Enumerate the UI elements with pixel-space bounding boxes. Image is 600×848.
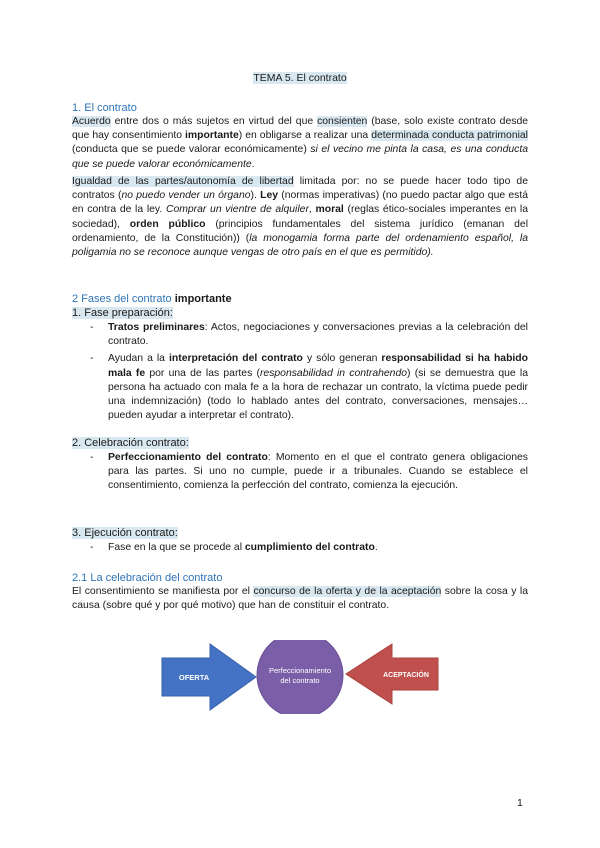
phase-1-list xyxy=(72,321,528,423)
list-item: - Ayudan a la interpretación del contrato y sólo generan responsabilidad si ha habido mala fe por una de las partes (responsabilidad in contrahendo) (si se demuestra que la persona ha actuado con mala fe a la hora de rechazar un contrato, la víctima puede pedir una indemnización) (todo lo hablado antes del contrato, conversaciones, mensajes… pueden ayudar a interpretar el contrato). xyxy=(90,353,529,422)
phase-1-label: 1. Fase preparación: xyxy=(72,307,173,319)
phase-2-label: 2. Celebración contrato: xyxy=(72,437,189,449)
section-1-paragraph-2: Igualdad de las partes/autonomía de libertad limitada por: no se puede hacer todo tipo de contratos (no puedo vender un órgano). Ley (normas imperativas) (no puedo pactar algo que está en contra de la ley. Comprar un vientre de alquiler, moral (reglas ético-sociales imperantes en la sociedad), orden público (principios fundamentales del sistema jurídico (emanan del ordenamiento, de la Constitución)) (la monogamia forma parte del ordenamiento español, la poligamia no se reconoce aunque vengas de otro país en el que es permitido). xyxy=(72,176,529,259)
list-item: - Perfeccionamiento del contrato: Momento en el que el contrato genera obligaciones para las partes. Si uno no cumple, puede ir a tribunales. Cuando se establece el consentimiento, comienza la perfección del contrato, comienza la ejecución. xyxy=(90,452,529,492)
page-number: 1 xyxy=(517,797,523,809)
list-item: - Tratos preliminares: Actos, negociaciones y conversaciones previas a la celebración del contrato. xyxy=(90,322,528,348)
phase-2-list xyxy=(72,451,528,494)
section-1-paragraph-1: Acuerdo entre dos o más sujetos en virtud del que consienten (base, solo existe contrato desde que hay consentimiento importante) en obligarse a realizar una determinada conducta patrimonial (conducta que se puede valorar económicamente) si el vecino me pinta la casa, es una conducta que se puede valorar económicamente. xyxy=(72,116,528,170)
section-2-1-paragraph: El consentimiento se manifiesta por el concurso de la oferta y de la aceptación sobre la cosa y la causa (sobre qué y por qué motivo) que han de constituir el contrato. xyxy=(72,586,529,612)
phase-3-list xyxy=(72,541,528,555)
phase-3-label: 3. Ejecución contrato: xyxy=(72,527,178,539)
perfeccionamiento-label-line-1: Perfeccionamiento xyxy=(268,666,332,675)
section-2-heading: 2 Fases del contrato importante xyxy=(72,293,232,305)
section-1-heading: 1. El contrato xyxy=(72,102,137,114)
contract-diagram xyxy=(160,640,440,714)
document-title: TEMA 5. El contrato xyxy=(253,72,347,84)
oferta-label: OFERTA xyxy=(178,673,210,682)
section-2-1-heading: 2.1 La celebración del contrato xyxy=(72,572,223,584)
perfeccionamiento-label-line-2: del contrato xyxy=(280,676,320,685)
list-item: - Fase en la que se procede al cumplimiento del contrato. xyxy=(90,542,378,553)
aceptacion-label: ACEPTACIÓN xyxy=(383,672,429,679)
